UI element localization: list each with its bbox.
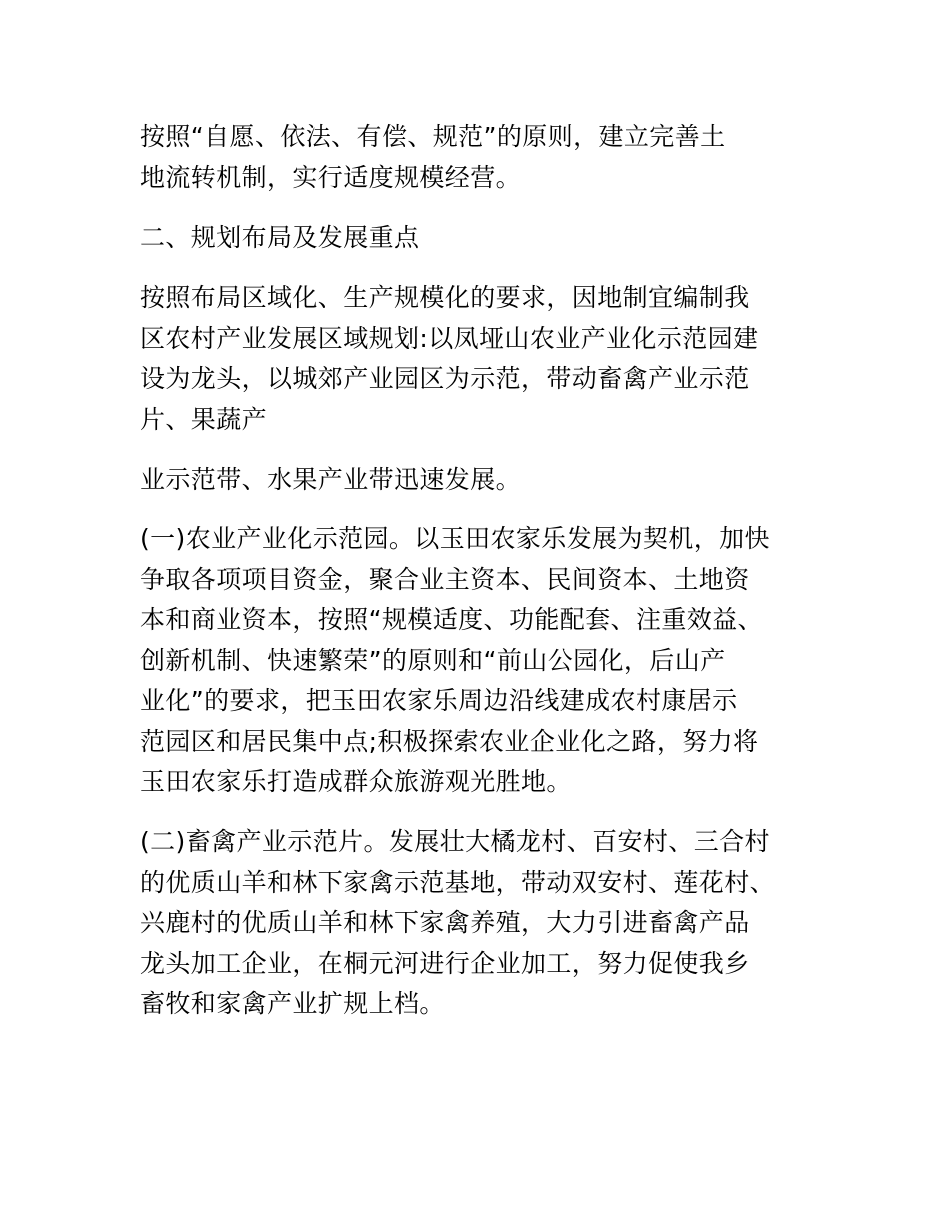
paragraph-land-transfer	[140, 117, 820, 198]
text-line: 畜牧和家禽产业扩规上档。	[140, 989, 445, 1018]
text-line: 地流转机制，实行适度规模经营。	[140, 162, 522, 192]
text-line: (二)畜禽产业示范片。发展壮大橘龙村、百安村、三合村	[140, 827, 770, 856]
text-line: 争取各项项目资金，聚合业主资本、民间资本、土地资	[140, 564, 750, 594]
section-heading-text: 二、规划布局及发展重点	[140, 223, 420, 252]
text-line: 业示范带、水果产业带迅速发展。	[140, 465, 522, 494]
text-line: 兴鹿村的优质山羊和林下家禽养殖，大力引进畜禽产品	[140, 908, 750, 937]
paragraph-demo-park	[140, 519, 820, 803]
text-line: 本和商业资本，按照“规模适度、功能配套、注重效益、	[140, 605, 763, 634]
text-line: 业化”的要求，把玉田农家乐周边沿线建成农村康居示	[140, 686, 738, 715]
text-line: 设为龙头，以城郊产业园区为示范，带动畜禽产业示范	[140, 364, 750, 393]
text-line: 龙头加工企业，在桐元河进行企业加工，努力促使我乡	[140, 948, 750, 978]
text-line: 范园区和居民集中点;积极探索农业企业化之路，努力将	[140, 726, 759, 756]
text-line: (一)农业产业化示范园。以玉田农家乐发展为契机，加快	[140, 524, 770, 553]
text-line: 创新机制、快速繁荣”的原则和“前山公园化，后山产	[140, 645, 726, 675]
text-line: 玉田农家乐打造成群众旅游观光胜地。	[140, 767, 572, 796]
text-line: 按照“自愿、依法、有偿、规范”的原则，建立完善土	[140, 122, 726, 151]
text-line: 的优质山羊和林下家禽示范基地，带动双安村、莲花村、	[140, 867, 776, 897]
section-heading-planning	[140, 218, 820, 259]
text-line: 区农村产业发展区域规划:以凤垭山农业产业化示范园建	[140, 323, 759, 353]
paragraph-industry-belts	[140, 460, 820, 501]
text-line: 片、果蔬产	[140, 404, 268, 434]
text-line: 按照布局区域化、生产规模化的要求，因地制宜编制我	[140, 283, 750, 312]
paragraph-livestock-demo	[140, 822, 820, 1025]
paragraph-regional-planning	[140, 278, 820, 440]
